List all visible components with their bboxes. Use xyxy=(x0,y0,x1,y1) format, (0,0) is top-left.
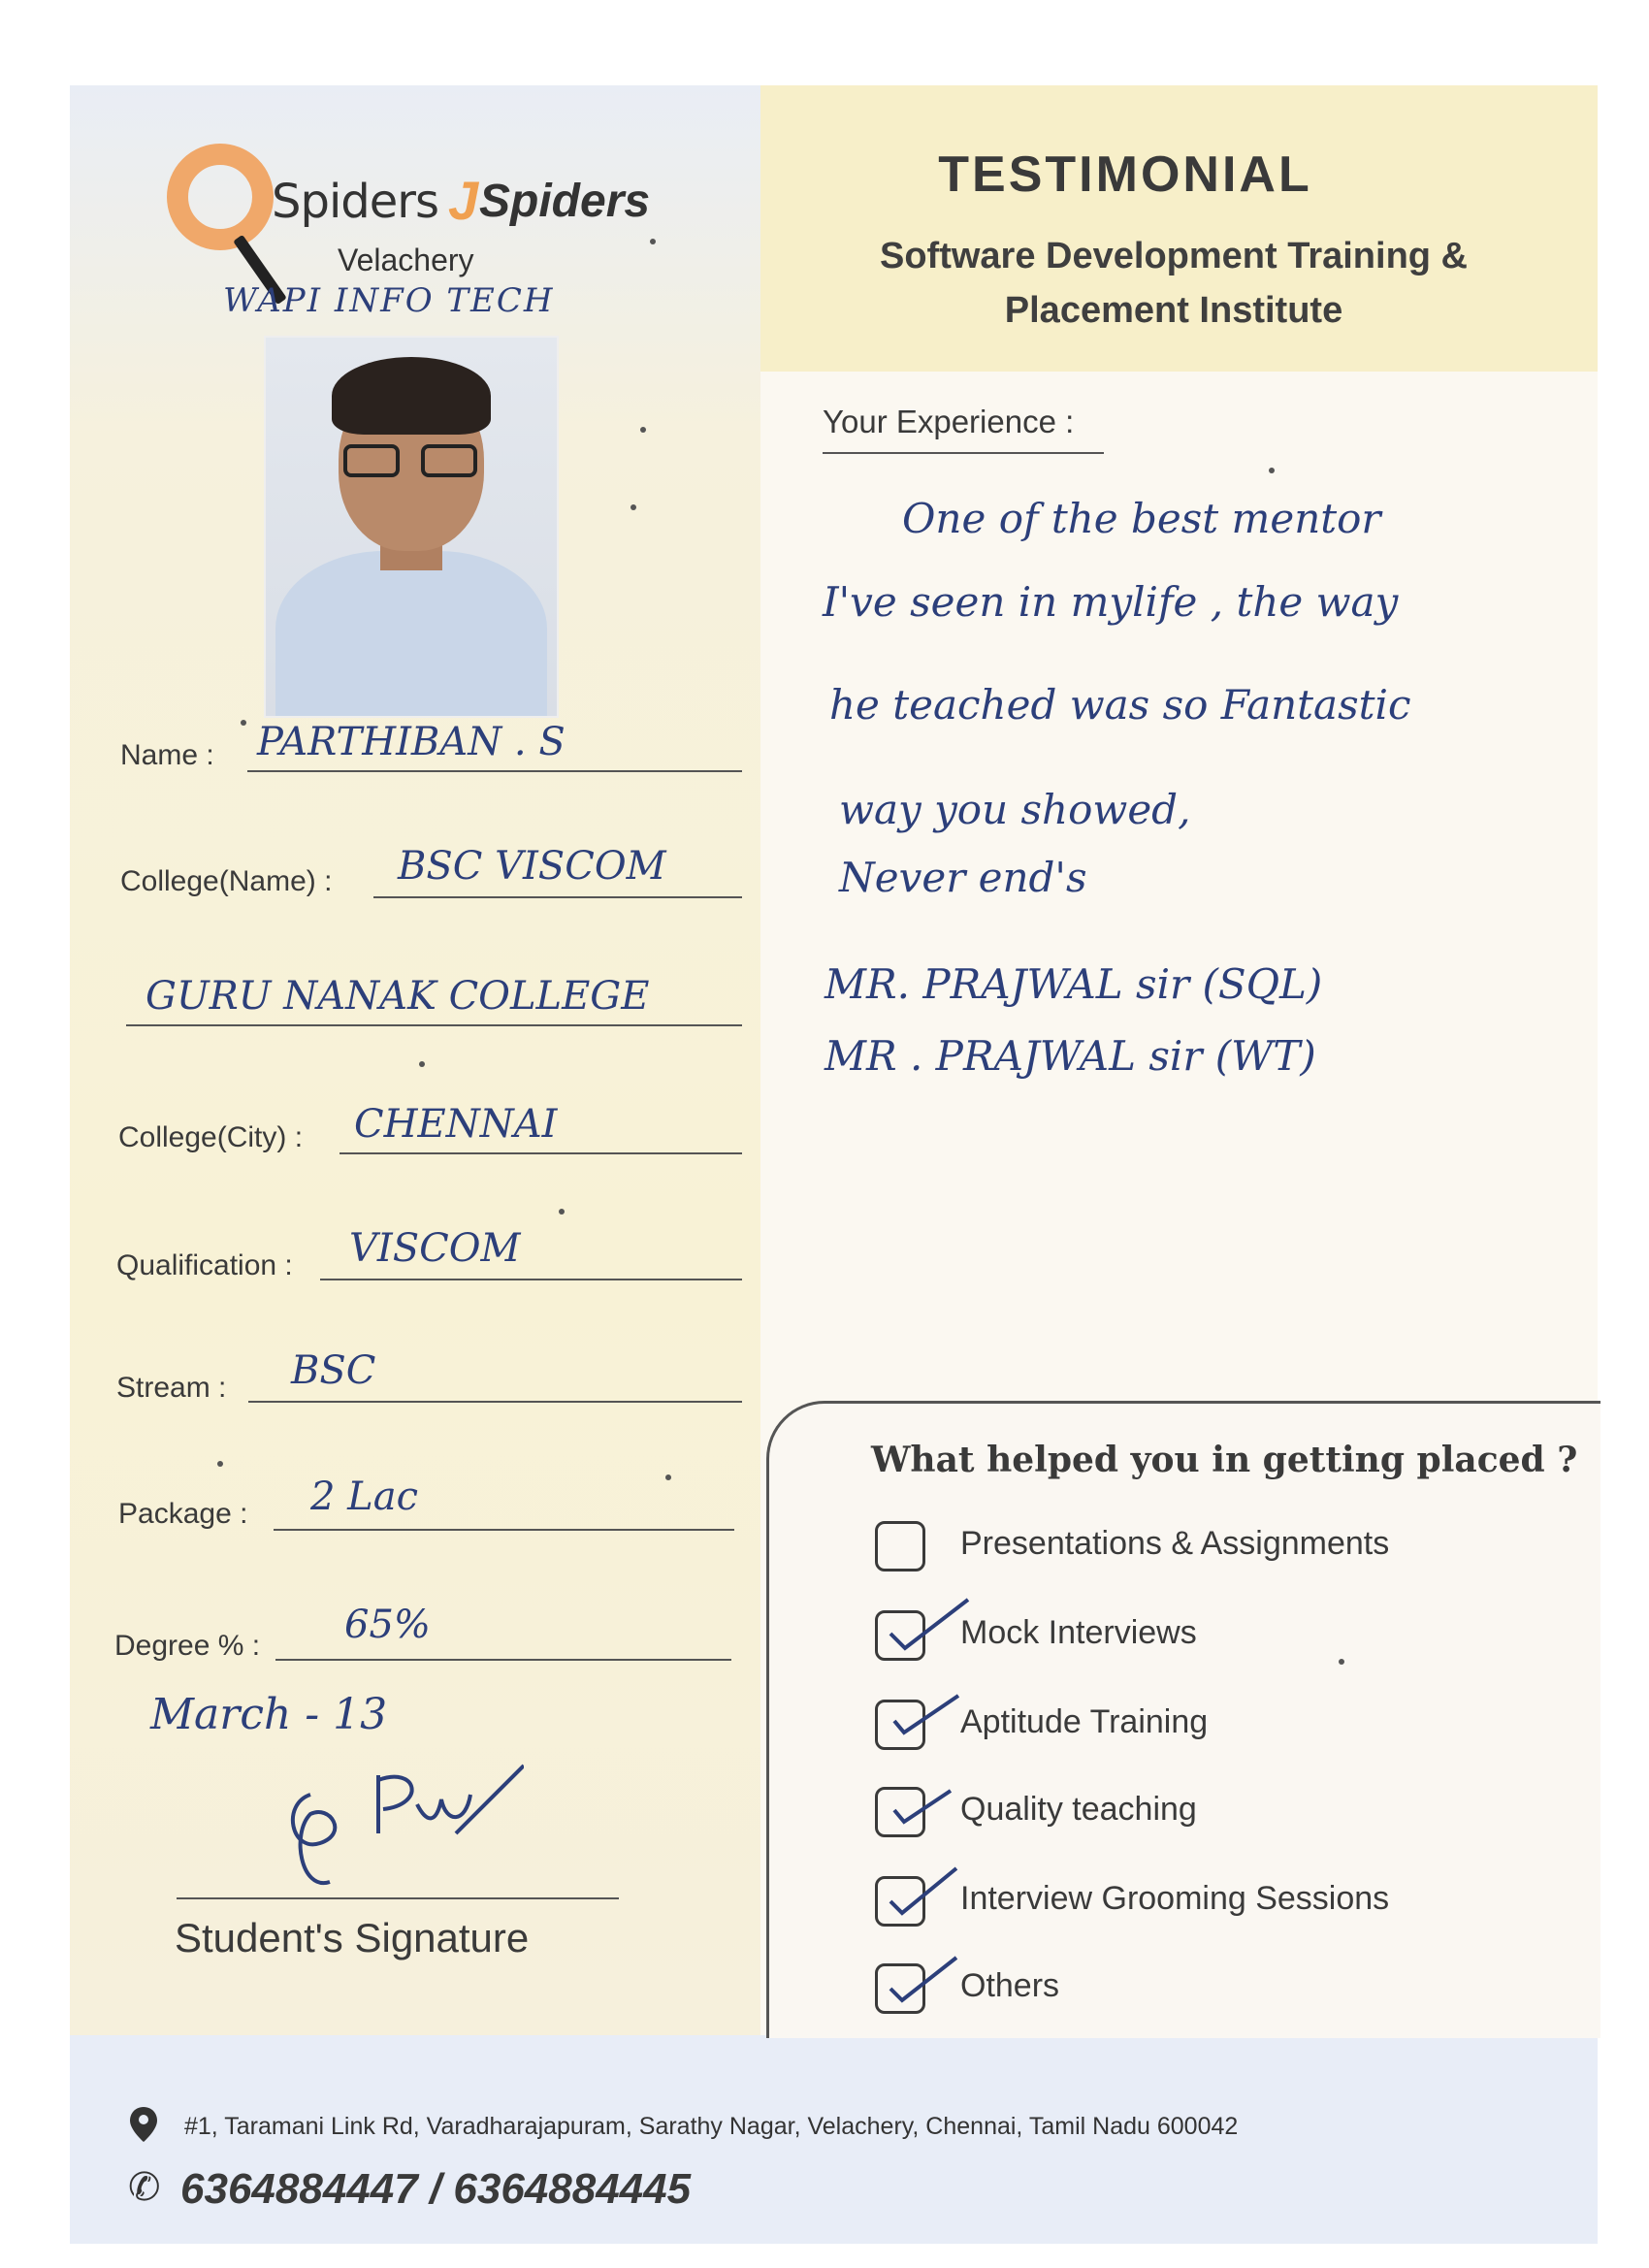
field-label-stream: Stream : xyxy=(116,1372,227,1404)
field-value-college-city: CHENNAI xyxy=(354,1102,558,1147)
experience-line: MR. PRAJWAL sir (SQL) xyxy=(824,960,1323,1008)
checkbox[interactable] xyxy=(875,1521,925,1571)
student-signature xyxy=(272,1746,524,1911)
field-line xyxy=(274,1529,734,1531)
signature-label: Student's Signature xyxy=(175,1915,530,1960)
field-line xyxy=(275,1659,731,1661)
experience-line: I've seen in mylife , the way xyxy=(823,578,1399,626)
field-value-stream: BSC xyxy=(291,1348,376,1393)
field-line xyxy=(126,1024,742,1026)
experience-line: way you showed, xyxy=(839,786,1191,833)
logo-brand-j-letter: J xyxy=(448,170,479,231)
field-value-name: PARTHIBAN . S xyxy=(257,720,566,764)
experience-line: Never end's xyxy=(839,854,1087,901)
field-value-qualification: VISCOM xyxy=(349,1226,521,1271)
logo-q-ring-icon xyxy=(167,144,274,250)
field-label-package: Package : xyxy=(118,1498,248,1530)
checklist-item-label: Others xyxy=(960,1967,1060,2004)
field-value-college-name-2: GURU NANAK COLLEGE xyxy=(146,974,650,1019)
field-label-name: Name : xyxy=(120,739,214,771)
page-subtitle xyxy=(786,229,1562,338)
field-line xyxy=(373,896,742,898)
logo-brand-q: Spiders xyxy=(272,175,439,229)
field-label-qualification: Qualification : xyxy=(116,1249,293,1281)
field-value-package: 2 Lac xyxy=(310,1474,418,1519)
checklist-item-label: Quality teaching xyxy=(960,1791,1197,1828)
field-label-degree: Degree % : xyxy=(114,1630,261,1662)
page-title: TESTIMONIAL xyxy=(938,146,1312,203)
subtitle-line-1: Software Development Training & xyxy=(880,236,1468,276)
checklist-item-label: Interview Grooming Sessions xyxy=(960,1880,1390,1917)
checklist-item-label: Mock Interviews xyxy=(960,1614,1197,1651)
field-label-college-city: College(City) : xyxy=(118,1121,304,1153)
field-value-college-name: BSC VISCOM xyxy=(398,844,666,889)
experience-label: Your Experience : xyxy=(823,404,1075,439)
footer-address: #1, Taramani Link Rd, Varadharajapuram, Sarathy Nagar, Velachery, Chennai, Tamil Nadu 600042 xyxy=(184,2113,1239,2140)
checklist-item-label: Aptitude Training xyxy=(960,1703,1209,1740)
experience-line: One of the best mentor xyxy=(902,495,1381,542)
date-handwritten: March - 13 xyxy=(150,1690,388,1739)
experience-line: MR . PRAJWAL sir (WT) xyxy=(824,1032,1316,1080)
company-handwritten: WAPI INFO TECH xyxy=(223,281,555,320)
checklist-title: What helped you in getting placed ? xyxy=(871,1440,1578,1480)
field-line xyxy=(340,1152,742,1154)
experience-line: he teached was so Fantastic xyxy=(829,681,1411,729)
logo-branch: Velachery xyxy=(338,243,474,277)
location-pin-icon xyxy=(128,2105,159,2144)
checklist-item-label: Presentations & Assignments xyxy=(960,1525,1390,1562)
subtitle-line-2: Placement Institute xyxy=(1004,290,1343,331)
field-line xyxy=(247,770,742,772)
experience-underline xyxy=(823,452,1104,454)
footer-phones: 6364884447 / 6364884445 xyxy=(180,2165,692,2213)
signature-line xyxy=(177,1897,619,1899)
field-label-college-name: College(Name) : xyxy=(120,865,333,897)
field-line xyxy=(248,1401,742,1403)
field-line xyxy=(320,1279,742,1280)
student-photo xyxy=(264,336,559,718)
logo-brand-j: Spiders xyxy=(479,176,651,227)
phone-icon: ✆ xyxy=(128,2166,161,2209)
field-value-degree: 65% xyxy=(344,1603,431,1647)
